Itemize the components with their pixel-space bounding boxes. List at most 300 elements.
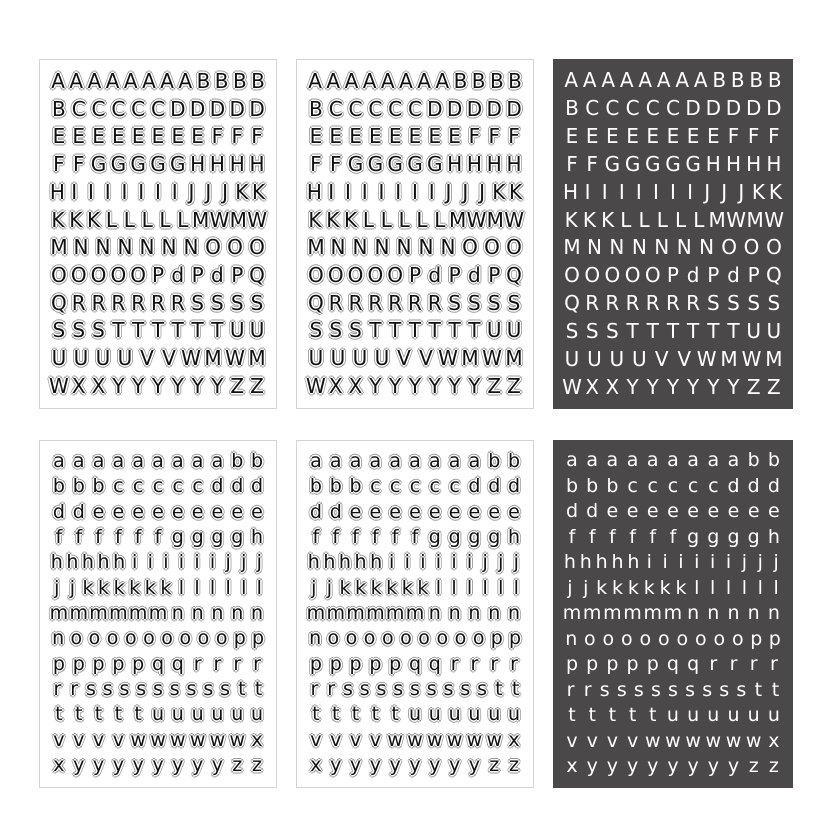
letter-sticker: D <box>170 96 186 121</box>
letter-sticker: W <box>49 373 69 398</box>
letter-sticker: f <box>609 525 616 548</box>
letter-sticker: l <box>757 576 763 599</box>
sticker-row <box>49 702 267 726</box>
sticker-row <box>49 208 267 232</box>
letter-sticker: n <box>727 602 740 624</box>
letter-sticker: p <box>72 652 85 675</box>
letter-sticker: B <box>52 96 66 121</box>
letter-sticker: v <box>73 728 85 751</box>
letter-sticker: C <box>328 96 343 121</box>
letter-sticker: K <box>509 179 523 204</box>
letter-sticker: j <box>311 576 317 599</box>
letter-sticker: y <box>369 753 381 776</box>
letter-sticker: s <box>616 678 627 701</box>
letter-sticker: N <box>676 235 692 260</box>
letter-sticker: e <box>428 500 441 523</box>
letter-sticker: I <box>138 179 145 204</box>
letter-sticker: N <box>631 235 647 260</box>
letter-sticker: n <box>251 601 264 624</box>
letter-sticker: c <box>370 475 381 498</box>
letter-sticker: y <box>626 755 639 777</box>
letter-sticker: R <box>71 290 86 315</box>
letter-sticker: n <box>508 601 521 624</box>
letter-sticker: S <box>468 290 481 315</box>
letter-sticker: m <box>89 601 108 624</box>
letter-sticker: W <box>482 346 502 371</box>
letter-sticker: z <box>509 753 520 776</box>
letter-sticker: d <box>747 474 760 497</box>
letter-sticker: o <box>436 627 449 650</box>
letter-sticker: n <box>565 627 578 650</box>
letter-sticker: I <box>328 179 335 204</box>
letter-sticker: M <box>563 235 581 260</box>
sticker-row <box>306 374 524 398</box>
letter-sticker: o <box>363 627 376 650</box>
letter-sticker: w <box>427 728 443 751</box>
letter-sticker: p <box>112 652 125 675</box>
letter-sticker: s <box>410 677 420 700</box>
letter-sticker: m <box>109 601 128 624</box>
letter-sticker: o <box>381 627 394 650</box>
letter-sticker: y <box>389 753 401 776</box>
letter-sticker: p <box>750 627 763 650</box>
letter-sticker: o <box>639 627 652 650</box>
letter-sticker: F <box>211 124 224 149</box>
sticker-row <box>562 375 784 399</box>
letter-sticker: E <box>131 124 145 149</box>
letter-sticker: Q <box>766 263 782 288</box>
letter-sticker: S <box>230 290 244 315</box>
letter-sticker: e <box>606 500 619 522</box>
letter-sticker: n <box>231 601 244 624</box>
letter-sticker: n <box>309 627 322 650</box>
letter-sticker: a <box>667 449 679 471</box>
lowercase-sticker-sheet-light-1 <box>39 440 277 788</box>
letter-sticker: o <box>657 627 670 650</box>
letter-sticker: f <box>391 525 399 548</box>
letter-sticker: r <box>470 652 479 675</box>
letter-sticker: A <box>105 69 120 93</box>
letter-sticker: f <box>75 525 83 548</box>
letter-sticker: T <box>369 318 382 343</box>
letter-sticker: C <box>585 95 600 120</box>
letter-sticker: K <box>751 179 765 204</box>
letter-sticker: d <box>309 500 322 523</box>
letter-sticker: P <box>231 263 244 288</box>
letter-sticker: g <box>448 525 461 548</box>
letter-sticker: W <box>504 207 524 232</box>
letter-sticker: p <box>565 653 579 675</box>
letter-sticker: d <box>686 263 700 288</box>
sticker-row <box>49 500 267 524</box>
letter-sticker: i <box>725 551 732 573</box>
letter-sticker: z <box>768 755 779 777</box>
letter-sticker: H <box>49 179 65 204</box>
letter-sticker: o <box>676 627 689 650</box>
letter-sticker: r <box>583 678 592 701</box>
letter-sticker: Q <box>308 290 324 315</box>
letter-sticker: e <box>409 500 421 523</box>
sticker-row <box>49 449 267 473</box>
letter-sticker: G <box>387 152 403 177</box>
letter-sticker: W <box>225 346 245 371</box>
sticker-row <box>562 729 784 753</box>
letter-sticker: S <box>727 291 740 316</box>
letter-sticker: N <box>654 235 670 260</box>
letter-sticker: D <box>466 96 483 121</box>
letter-sticker: H <box>190 152 206 177</box>
letter-sticker: i <box>178 551 185 574</box>
letter-sticker: a <box>191 450 204 472</box>
letter-sticker: z <box>748 755 759 777</box>
letter-sticker: s <box>650 678 661 701</box>
letter-sticker: T <box>626 319 639 344</box>
letter-sticker: h <box>113 551 126 574</box>
letter-sticker: U <box>352 346 368 371</box>
letter-sticker: I <box>601 179 608 204</box>
letter-sticker: s <box>599 678 610 701</box>
letter-sticker: B <box>453 69 468 93</box>
letter-sticker: n <box>191 601 204 624</box>
letter-sticker: b <box>329 475 342 498</box>
letter-sticker: N <box>418 235 434 260</box>
letter-sticker: l <box>451 576 457 599</box>
letter-sticker: k <box>612 576 624 599</box>
letter-sticker: O <box>51 263 67 288</box>
letter-sticker: R <box>170 290 185 315</box>
letter-sticker: h <box>611 551 624 573</box>
letter-sticker: I <box>121 179 128 204</box>
letter-sticker: G <box>427 152 443 177</box>
letter-sticker: O <box>110 263 127 288</box>
letter-sticker: T <box>171 318 184 343</box>
letter-sticker: a <box>329 450 342 472</box>
letter-sticker: t <box>588 704 596 726</box>
letter-sticker: U <box>95 346 111 371</box>
letter-sticker: u <box>767 704 780 726</box>
letter-sticker: E <box>151 124 165 149</box>
letter-sticker: C <box>71 96 86 121</box>
sticker-row <box>562 576 784 600</box>
sticker-row <box>49 728 267 752</box>
letter-sticker: E <box>329 124 343 149</box>
letter-sticker: u <box>448 703 461 726</box>
sticker-row <box>562 152 784 176</box>
letter-sticker: E <box>448 124 461 149</box>
letter-sticker: w <box>685 729 701 752</box>
letter-sticker: g <box>488 525 501 548</box>
letter-sticker: h <box>66 551 79 574</box>
letter-sticker: s <box>668 678 678 701</box>
sticker-row <box>49 677 267 701</box>
letter-sticker: n <box>488 601 501 624</box>
letter-sticker: r <box>709 653 718 675</box>
letter-sticker: L <box>362 207 375 232</box>
letter-sticker: P <box>151 263 164 288</box>
sticker-row <box>562 550 784 574</box>
letter-sticker: j <box>54 576 60 599</box>
letter-sticker: C <box>665 95 680 120</box>
letter-sticker: A <box>656 68 671 92</box>
letter-sticker: f <box>55 525 63 548</box>
letter-sticker: r <box>233 652 242 675</box>
letter-sticker: a <box>389 450 401 472</box>
sticker-row <box>49 346 267 370</box>
letter-sticker: h <box>354 551 367 574</box>
letter-sticker: h <box>595 551 608 573</box>
letter-sticker: B <box>471 69 486 93</box>
letter-sticker: i <box>451 551 457 574</box>
letter-sticker: w <box>665 729 681 752</box>
letter-sticker: N <box>374 235 390 260</box>
letter-sticker: n <box>707 602 720 624</box>
letter-sticker: s <box>119 677 130 700</box>
letter-sticker: a <box>92 450 105 472</box>
letter-sticker: m <box>49 601 69 624</box>
letter-sticker: n <box>747 602 760 624</box>
letter-sticker: A <box>178 69 193 93</box>
letter-sticker: s <box>136 677 147 700</box>
letter-sticker: v <box>369 728 381 751</box>
letter-sticker: R <box>91 290 106 315</box>
letter-sticker: G <box>407 152 423 177</box>
letter-sticker: G <box>130 152 146 177</box>
letter-sticker: u <box>727 704 740 726</box>
letter-sticker: t <box>55 703 63 726</box>
letter-sticker: p <box>349 652 362 675</box>
letter-sticker: t <box>608 704 617 726</box>
letter-sticker: f <box>154 525 162 548</box>
letter-sticker: E <box>349 124 362 149</box>
letter-sticker: L <box>141 207 153 232</box>
letter-sticker: k <box>386 576 398 599</box>
letter-sticker: T <box>132 318 145 343</box>
letter-sticker: N <box>609 235 625 260</box>
letter-sticker: R <box>328 290 343 315</box>
letter-sticker: u <box>231 703 244 726</box>
letter-sticker: f <box>371 525 379 548</box>
letter-sticker: E <box>72 124 86 149</box>
letter-sticker: Z <box>250 373 264 398</box>
letter-sticker: V <box>162 346 176 371</box>
letter-sticker: J <box>721 179 728 204</box>
letter-sticker: l <box>466 576 473 599</box>
letter-sticker: E <box>646 123 660 148</box>
letter-sticker: q <box>687 653 700 675</box>
letter-sticker: z <box>489 753 500 776</box>
letter-sticker: o <box>602 627 615 650</box>
letter-sticker: y <box>429 753 441 776</box>
letter-sticker: k <box>339 576 351 599</box>
letter-sticker: n <box>687 602 700 624</box>
letter-sticker: A <box>582 68 597 92</box>
letter-sticker: T <box>211 318 224 343</box>
letter-sticker: L <box>398 207 410 232</box>
letter-sticker: y <box>409 753 421 776</box>
letter-sticker: S <box>72 318 86 343</box>
letter-sticker: A <box>564 68 579 92</box>
letter-sticker: j <box>326 576 332 599</box>
letter-sticker: y <box>349 753 362 776</box>
letter-sticker: H <box>705 151 721 176</box>
letter-sticker: p <box>586 653 599 675</box>
letter-sticker: G <box>110 152 127 177</box>
letter-sticker: j <box>567 576 573 599</box>
letter-sticker: r <box>53 677 62 700</box>
letter-sticker: r <box>729 653 738 675</box>
letter-sticker: u <box>468 703 481 726</box>
letter-sticker: t <box>628 704 637 726</box>
letter-sticker: o <box>161 627 173 650</box>
sticker-row <box>306 235 524 259</box>
letter-sticker: k <box>401 576 413 599</box>
letter-sticker: u <box>428 703 441 726</box>
letter-sticker: k <box>627 576 639 599</box>
sticker-row <box>562 754 784 778</box>
letter-sticker: u <box>666 704 679 726</box>
sticker-row <box>49 550 267 574</box>
letter-sticker: a <box>468 450 481 472</box>
letter-sticker: t <box>238 677 246 700</box>
letter-sticker: W <box>247 207 267 232</box>
letter-sticker: A <box>675 68 690 92</box>
letter-sticker: D <box>486 96 502 121</box>
letter-sticker: E <box>626 123 639 148</box>
letter-sticker: e <box>152 500 164 523</box>
letter-sticker: k <box>643 576 655 599</box>
letter-sticker: N <box>352 235 368 260</box>
letter-sticker: R <box>665 291 680 316</box>
letter-sticker: S <box>250 290 264 315</box>
letter-sticker: m <box>326 601 345 624</box>
letter-sticker: o <box>418 627 430 650</box>
letter-sticker: B <box>196 69 211 93</box>
letter-sticker: R <box>686 291 701 316</box>
letter-sticker: H <box>563 179 579 204</box>
letter-sticker: R <box>625 291 640 316</box>
letter-sticker: T <box>646 319 659 344</box>
letter-sticker: t <box>94 703 103 726</box>
letter-sticker: A <box>693 68 708 92</box>
letter-sticker: r <box>327 677 336 700</box>
sticker-row <box>562 263 784 287</box>
letter-sticker: G <box>367 152 384 177</box>
letter-sticker: E <box>666 123 680 148</box>
letter-sticker: q <box>171 652 184 675</box>
letter-sticker: A <box>87 69 102 93</box>
letter-sticker: V <box>654 347 669 372</box>
letter-sticker: C <box>131 96 146 121</box>
letter-sticker: b <box>92 475 105 498</box>
letter-sticker: U <box>374 346 390 371</box>
letter-sticker: M <box>449 207 467 232</box>
letter-sticker: U <box>564 347 580 372</box>
letter-sticker: E <box>191 124 204 149</box>
letter-sticker: T <box>112 318 125 343</box>
letter-sticker: Y <box>727 374 740 399</box>
letter-sticker: t <box>134 703 142 726</box>
letter-sticker: J <box>479 179 485 204</box>
letter-sticker: A <box>362 69 377 93</box>
letter-sticker: b <box>349 475 362 498</box>
letter-sticker: S <box>329 318 343 343</box>
letter-sticker: o <box>583 627 596 650</box>
letter-sticker: u <box>251 703 264 726</box>
letter-sticker: F <box>72 152 85 177</box>
sticker-row <box>562 319 784 343</box>
letter-sticker: d <box>488 475 501 498</box>
letter-sticker: v <box>566 729 578 752</box>
letter-sticker: Z <box>746 374 761 399</box>
letter-sticker: O <box>743 235 760 260</box>
letter-sticker: e <box>251 500 263 523</box>
letter-sticker: f <box>312 525 320 548</box>
sticker-row <box>306 728 524 752</box>
letter-sticker: a <box>727 449 740 471</box>
letter-sticker: A <box>380 69 395 93</box>
letter-sticker: g <box>428 525 441 548</box>
letter-sticker: N <box>139 235 155 260</box>
letter-sticker: p <box>233 627 246 650</box>
letter-sticker: e <box>211 500 224 523</box>
letter-sticker: i <box>163 551 169 574</box>
letter-sticker: n <box>468 601 481 624</box>
letter-sticker: o <box>143 627 155 650</box>
letter-sticker: X <box>71 373 86 398</box>
letter-sticker: k <box>144 576 156 599</box>
sticker-row <box>562 68 784 92</box>
letter-sticker: Y <box>666 374 680 399</box>
letter-sticker: Y <box>468 373 481 398</box>
letter-sticker: w <box>150 728 166 751</box>
letter-sticker: y <box>727 755 740 777</box>
letter-sticker: A <box>344 69 359 93</box>
letter-sticker: n <box>211 601 224 624</box>
letter-sticker: q <box>151 652 164 675</box>
uppercase-sticker-sheet-dark <box>553 59 793 409</box>
letter-sticker: P <box>408 263 421 288</box>
letter-sticker: a <box>349 450 362 472</box>
letter-sticker: e <box>687 500 699 522</box>
letter-sticker: O <box>506 235 522 260</box>
letter-sticker: k <box>417 576 429 599</box>
letter-sticker: S <box>92 318 105 343</box>
letter-sticker: F <box>53 152 65 177</box>
letter-sticker: o <box>124 627 137 650</box>
letter-sticker: w <box>170 728 186 751</box>
letter-sticker: m <box>562 602 582 624</box>
letter-sticker: F <box>566 151 578 176</box>
letter-sticker: Q <box>249 263 265 288</box>
letter-sticker: O <box>564 263 580 288</box>
letter-sticker: S <box>349 318 362 343</box>
letter-sticker: c <box>708 474 719 497</box>
letter-sticker: g <box>687 525 700 548</box>
letter-sticker: X <box>328 373 343 398</box>
letter-sticker: N <box>330 235 346 260</box>
letter-sticker: e <box>468 500 481 523</box>
letter-sticker: i <box>420 551 426 574</box>
letter-sticker: Y <box>448 373 461 398</box>
letter-sticker: B <box>214 69 229 93</box>
sticker-row <box>562 474 784 498</box>
letter-sticker: K <box>564 207 578 232</box>
letter-sticker: r <box>70 677 79 700</box>
letter-sticker: e <box>646 500 659 522</box>
letter-sticker: H <box>306 179 322 204</box>
letter-sticker: b <box>767 449 780 471</box>
letter-sticker: E <box>92 124 105 149</box>
